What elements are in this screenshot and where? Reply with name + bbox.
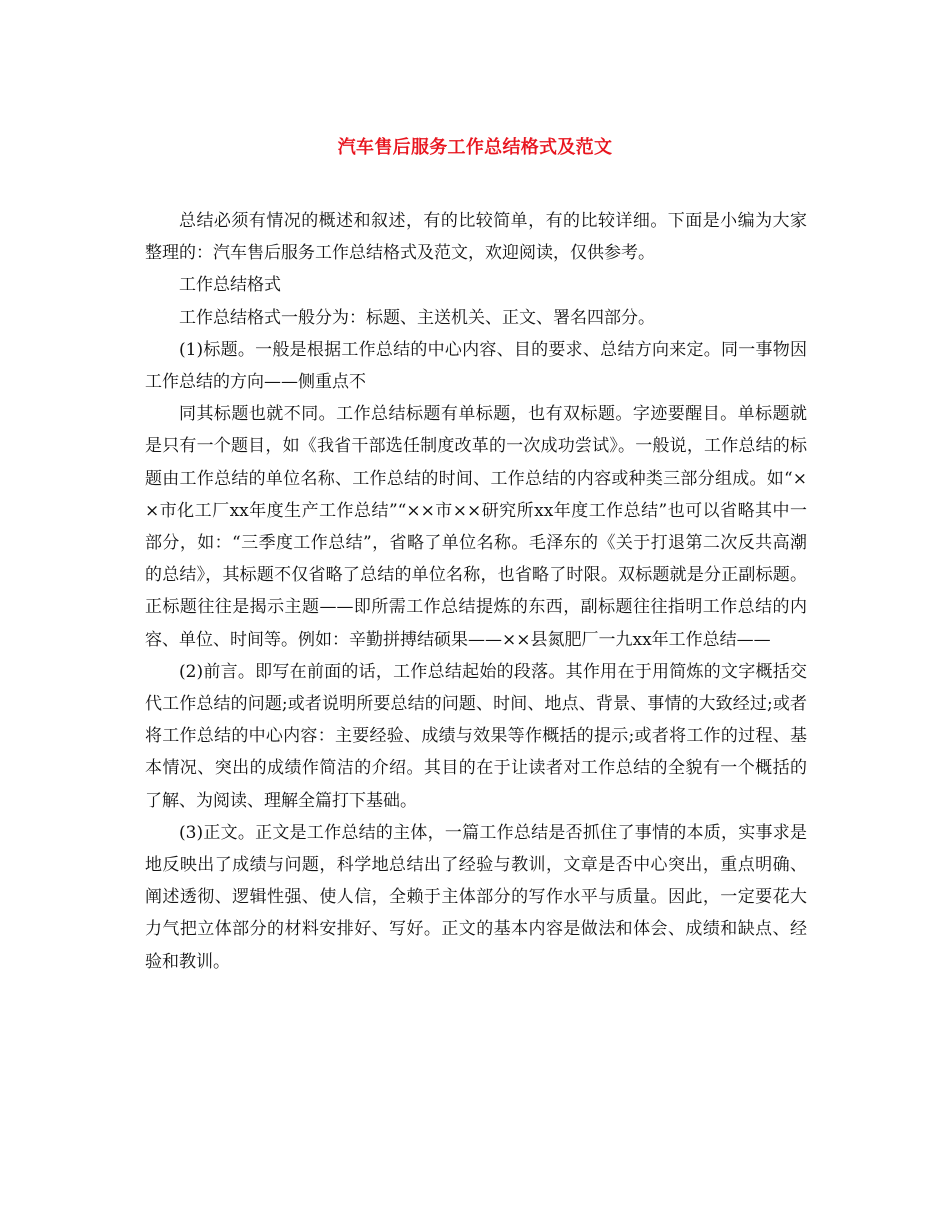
- paragraph-title-section: (1)标题。一般是根据工作总结的中心内容、目的要求、总结方向来定。同一事物因工作总结的方向——侧重点不: [145, 339, 807, 393]
- paragraph-preface-section: (2)前言。即写在前面的话，工作总结起始的段落。其作用在于用简炼的文字概括交代工作总结的问题;或者说明所要总结的问题、时间、地点、背景、事情的大致经过;或者将工作总结的中心内容：主要经验、成绩与效果等作概括的提示;或者将工作的过程、基本情况、突出的成绩作简洁的介绍。其目的在于让读者对工作总结的全貌有一个概括的了解、为阅读、理解全篇打下基础。: [145, 661, 807, 811]
- document-body: [145, 205, 807, 978]
- paragraph-title-details: 同其标题也就不同。工作总结标题有单标题，也有双标题。字迹要醒目。单标题就是只有一个题目，如《我省干部选任制度改革的一次成功尝试》。一般说，工作总结的标题由工作总结的单位名称、工作总结的时间、工作总结的内容或种类三部分组成。如“××市化工厂xx年度生产工作总结”“××市××研究所xx年度工作总结”也可以省略其中一部分，如：“三季度工作总结”，省略了单位名称。毛泽东的《关于打退第二次反共高潮的总结》，其标题不仅省略了总结的单位名称，也省略了时限。双标题就是分正副标题。正标题往往是揭示主题——即所需工作总结提炼的东西，副标题往往指明工作总结的内容、单位、时间等。例如：辛勤拼搏结硕果——××县氮肥厂一九xx年工作总结——: [145, 404, 807, 650]
- paragraph-format-parts: 工作总结格式一般分为：标题、主送机关、正文、署名四部分。: [179, 307, 655, 328]
- document-title: 汽车售后服务工作总结格式及范文: [337, 137, 613, 158]
- paragraph-main-text-section: (3)正文。正文是工作总结的主体，一篇工作总结是否抓住了事情的本质，实事求是地反映出了成绩与问题，科学地总结出了经验与教训，文章是否中心突出，重点明确、阐述透彻、逻辑性强、使人信，全赖于主体部分的写作水平与质量。因此，一定要花大力气把立体部分的材料安排好、写好。正文的基本内容是做法和体会、成绩和缺点、经验和教训。: [145, 822, 807, 972]
- paragraph-intro: 总结必须有情况的概述和叙述，有的比较简单，有的比较详细。下面是小编为大家整理的：汽车售后服务工作总结格式及范文，欢迎阅读，仅供参考。: [145, 211, 807, 264]
- paragraph-format-heading: 工作总结格式: [179, 275, 281, 296]
